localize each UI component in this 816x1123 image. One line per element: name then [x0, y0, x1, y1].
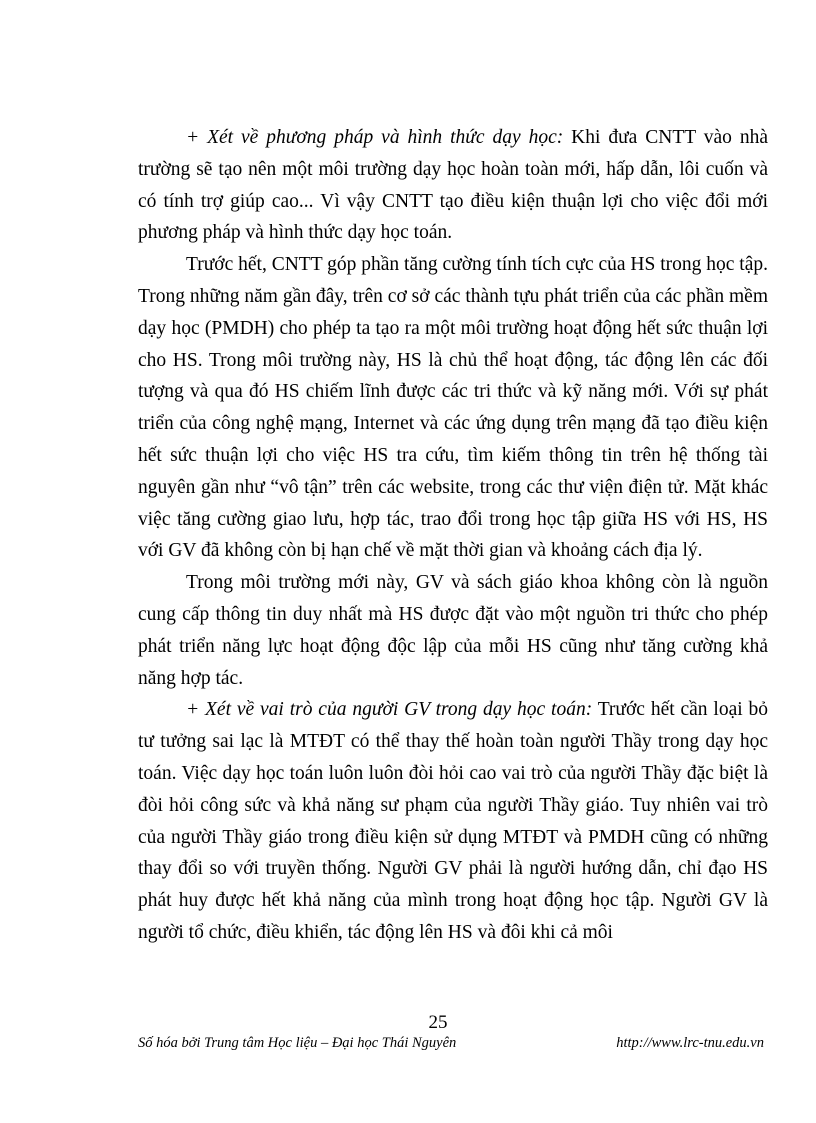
paragraph-1 [138, 122, 768, 249]
paragraph-2-text: Trước hết, CNTT góp phần tăng cường tính tích cực của HS trong học tập. Trong những năm gần đây, trên cơ sở các thành tựu phát triển của các phần mềm dạy học (PMDH) cho phép ta tạo ra một môi trường hoạt động hết sức thuận lợi cho HS. Trong môi trường này, HS là chủ thể hoạt động, tác động lên các đối tượng và qua đó HS chiếm lĩnh được các tri thức và kỹ năng mới. Với sự phát triển của công nghệ mạng, Internet và các ứng dụng trên mạng đã tạo điều kiện hết sức thuận lợi cho việc HS tra cứu, tìm kiếm thông tin trên hệ thống tài nguyên gần như “vô tận” trên các website, trong các thư viện điện tử. Mặt khác việc tăng cường giao lưu, hợp tác, trao đổi trong học tập giữa HS với HS, HS với GV đã không còn bị hạn chế về mặt thời gian và khoảng cách địa lý. [138, 254, 768, 562]
paragraph-3 [138, 567, 768, 694]
paragraph-4 [138, 694, 768, 948]
footer-source: Số hóa bởi Trung tâm Học liệu – Đại học Thái Nguyên [138, 1035, 457, 1051]
paragraph-1-text: Khi đưa CNTT vào nhà trường sẽ tạo nên một môi trường dạy học hoàn toàn mới, hấp dẫn, lôi cuốn và có tính trợ giúp cao... Vì vậy CNTT tạo điều kiện thuận lợi cho việc đổi mới phương pháp và hình thức dạy học toán. [138, 127, 768, 244]
paragraph-4-lead: + Xét về vai trò của người GV trong dạy học toán: [186, 699, 593, 721]
paragraph-4-text: Trước hết cần loại bỏ tư tưởng sai lạc là MTĐT có thể thay thế hoàn toàn người Thầy trong dạy học toán. Việc dạy học toán luôn luôn đòi hỏi cao vai trò của người Thầy đặc biệt là đòi hỏi công sức và khả năng sư phạm của người Thầy giáo. Tuy nhiên vai trò của người Thầy giáo trong điều kiện sử dụng MTĐT và PMDH cũng có những thay đổi so với truyền thống. Người GV phải là người hướng dẫn, chỉ đạo HS phát huy được hết khả năng của mình trong hoạt động học tập. Người GV là người tổ chức, điều khiển, tác động lên HS và đôi khi cả môi [138, 699, 769, 943]
paragraph-2 [138, 249, 768, 567]
footer-url: http://www.lrc-tnu.edu.vn [616, 1035, 764, 1051]
paragraph-1-lead: + Xét về phương pháp và hình thức dạy học: [186, 127, 564, 148]
paragraph-3-text: Trong môi trường mới này, GV và sách giáo khoa không còn là nguồn cung cấp thông tin duy nhất mà HS được đặt vào một nguồn tri thức cho phép phát triển năng lực hoạt động độc lập của mỗi HS cũng như tăng cường khả năng hợp tác. [138, 572, 768, 689]
document-body [138, 122, 768, 949]
page-number: 25 [428, 1012, 448, 1033]
